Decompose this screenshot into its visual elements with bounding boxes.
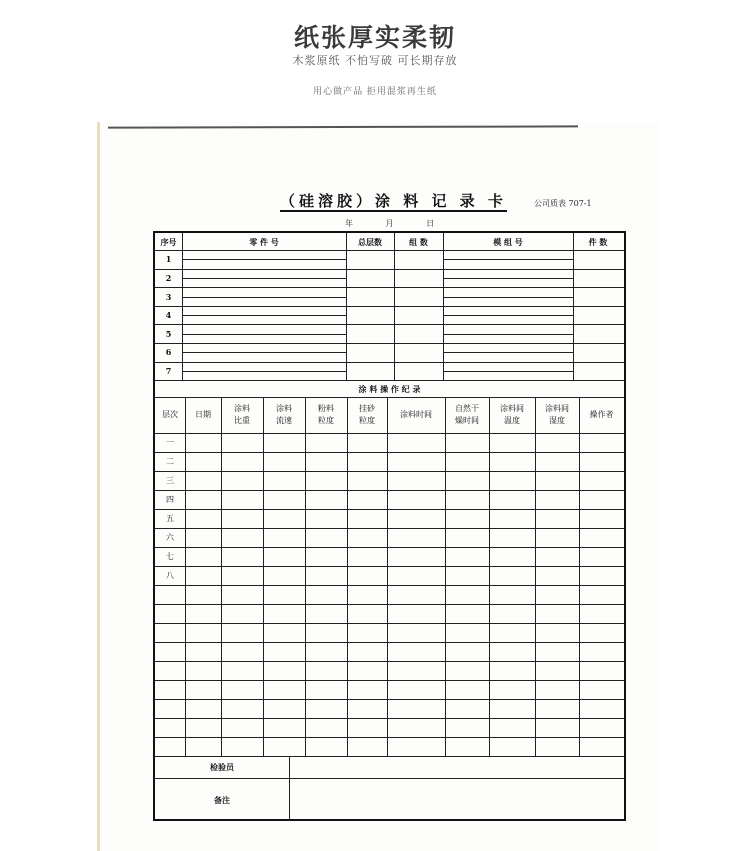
top-header-0: 序号 xyxy=(160,236,177,247)
layer-label-5: 五 xyxy=(166,513,174,523)
row-subline xyxy=(443,297,573,298)
row-subline xyxy=(182,315,346,316)
op-col-rule xyxy=(489,397,490,756)
top-header-5: 件 数 xyxy=(588,236,608,247)
row-subline xyxy=(443,259,573,260)
op-header-1: 日期 xyxy=(195,410,211,419)
top-header-3: 组 数 xyxy=(409,236,428,247)
row-subline xyxy=(182,334,346,335)
top-row-rule xyxy=(155,287,624,288)
layer-label-3: 三 xyxy=(166,475,174,485)
layer-label-4: 四 xyxy=(166,494,174,504)
op-header-6: 涂料时间 xyxy=(400,410,432,419)
op-col-rule xyxy=(347,397,348,756)
op-header-7: 自然干 燥时间 xyxy=(455,404,479,425)
row-subline xyxy=(443,315,573,316)
banner-subline: 木浆原纸 不怕写破 可长期存放 xyxy=(292,54,458,67)
layer-label-8: 八 xyxy=(166,570,174,580)
row-number-4: 4 xyxy=(165,310,172,321)
top-row-rule xyxy=(155,324,624,325)
row-number-6: 6 xyxy=(165,347,172,358)
op-header-5: 挂砂 粒度 xyxy=(359,404,375,425)
row-subline xyxy=(443,334,573,335)
op-row-rule xyxy=(155,528,624,529)
op-row-rule xyxy=(155,547,624,548)
op-row-rule xyxy=(155,604,624,605)
op-col-rule xyxy=(221,397,222,756)
top-col-rule xyxy=(573,233,574,380)
row-number-3: 3 xyxy=(165,291,172,302)
op-row-rule xyxy=(155,718,624,719)
top-row-rule xyxy=(155,269,624,270)
op-header-9: 涂料间 湿度 xyxy=(545,404,569,425)
top-header-rule xyxy=(155,250,624,251)
op-row-rule xyxy=(155,756,624,757)
op-col-rule xyxy=(263,397,264,756)
row-subline xyxy=(182,259,346,260)
section-title-rule xyxy=(155,397,624,398)
row-subline xyxy=(182,297,346,298)
remarks-label: 备注 xyxy=(214,794,230,805)
operation-section-title: 涂 料 操 作 纪 录 xyxy=(358,383,421,394)
date-month-label: 月 xyxy=(385,219,394,228)
inspector-label: 检验员 xyxy=(210,762,234,772)
op-row-rule xyxy=(155,737,624,738)
top-col-rule xyxy=(182,233,183,380)
op-header-8: 涂料间 温度 xyxy=(500,404,524,425)
footer-col-rule xyxy=(289,756,290,821)
row-number-2: 2 xyxy=(165,272,172,283)
op-col-rule xyxy=(535,397,536,756)
op-row-rule xyxy=(155,566,624,567)
row-subline xyxy=(182,371,346,372)
row-subline xyxy=(443,371,573,372)
op-row-rule xyxy=(155,661,624,662)
op-header-0: 层次 xyxy=(162,410,178,419)
top-col-rule xyxy=(346,233,347,380)
op-header-4: 粉料 粒度 xyxy=(318,404,334,425)
op-row-rule xyxy=(155,585,624,586)
date-line xyxy=(345,218,464,229)
date-day-label: 日 xyxy=(426,219,435,228)
layer-label-7: 七 xyxy=(166,551,174,561)
top-col-rule xyxy=(443,233,444,380)
op-header-rule xyxy=(155,433,624,434)
inspector-rule xyxy=(155,778,624,779)
top-row-rule xyxy=(155,306,624,307)
op-row-rule xyxy=(155,490,624,491)
top-row-rule xyxy=(155,362,624,363)
top-header-1: 零 件 号 xyxy=(249,236,279,247)
form-title: （硅溶胶）涂 料 记 录 卡 xyxy=(280,192,507,210)
op-col-rule xyxy=(387,397,388,756)
row-subline xyxy=(443,278,573,279)
op-col-rule xyxy=(445,397,446,756)
form-number: 公司质表 707-1 xyxy=(534,199,592,208)
date-year-label: 年 xyxy=(345,219,353,228)
top-col-rule xyxy=(394,233,395,380)
row-number-7: 7 xyxy=(165,365,172,376)
row-subline xyxy=(443,352,573,353)
op-col-rule xyxy=(305,397,306,756)
op-row-rule xyxy=(155,452,624,453)
row-number-5: 5 xyxy=(165,328,172,339)
top-header-2: 总层数 xyxy=(358,236,382,247)
top-row-rule xyxy=(155,343,624,344)
op-row-rule xyxy=(155,623,624,624)
op-row-rule xyxy=(155,471,624,472)
row-number-1: 1 xyxy=(165,254,172,265)
op-row-rule xyxy=(155,509,624,510)
op-col-rule xyxy=(185,397,186,756)
layer-label-2: 二 xyxy=(166,456,174,466)
record-form-table xyxy=(153,231,626,821)
top-row-rule xyxy=(155,380,624,381)
banner-headline: 纸张厚实柔韧 xyxy=(293,23,456,52)
op-row-rule xyxy=(155,642,624,643)
op-row-rule xyxy=(155,680,624,681)
op-row-rule xyxy=(155,699,624,700)
op-header-2: 涂料 比重 xyxy=(234,404,250,425)
row-subline xyxy=(182,278,346,279)
op-header-3: 涂料 流速 xyxy=(276,404,292,425)
op-header-10: 操作者 xyxy=(589,410,614,419)
op-col-rule xyxy=(579,397,580,756)
layer-label-1: 一 xyxy=(166,437,174,447)
banner-tagline: 用心做产品 拒用混浆再生纸 xyxy=(313,87,437,97)
top-header-4: 模 组 号 xyxy=(493,236,523,247)
layer-label-6: 六 xyxy=(166,532,174,542)
row-subline xyxy=(182,352,346,353)
